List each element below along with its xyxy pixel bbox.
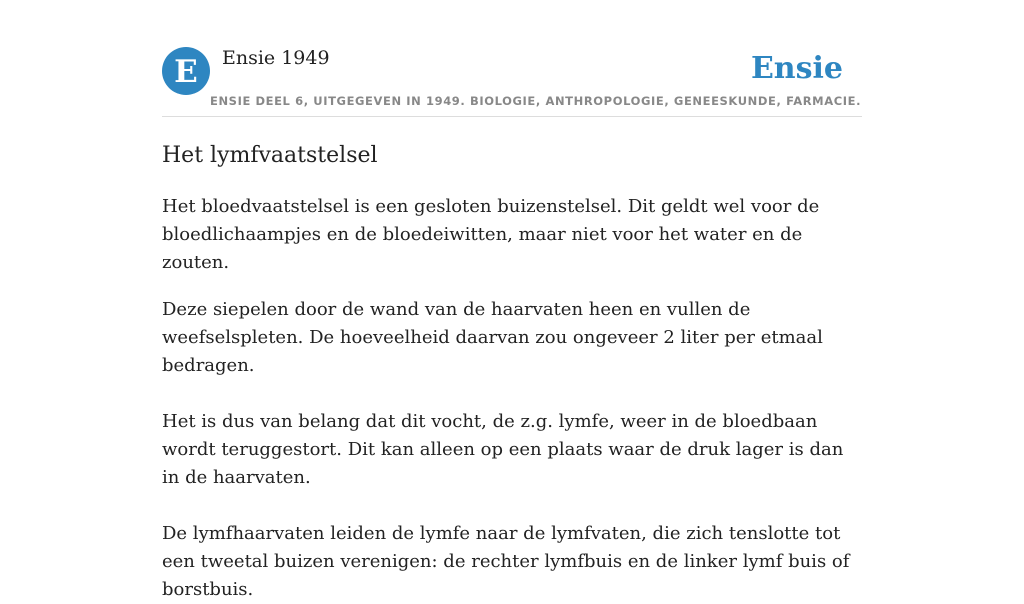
site-header (162, 0, 862, 117)
article-paragraph: De lymfhaarvaten leiden de lymfe naar de lymfvaten, die zich tenslotte tot een tweetal buizen verenigen: de rechter lymfbuis en de linker lymf buis of borstbuis. (162, 523, 850, 600)
article-title: Het lymfvaatstelsel (162, 143, 378, 168)
article-paragraph: Het is dus van belang dat dit vocht, de z.g. lymfe, weer in de bloedbaan wordt teruggestort. Dit kan alleen op een plaats waar de druk lager is dan in de haarvaten. (162, 411, 844, 488)
site-subtitle: ENSIE DEEL 6, UITGEGEVEN IN 1949. BIOLOGIE, ANTHROPOLOGIE, GENEESKUNDE, FARMACIE. (210, 94, 862, 108)
article-paragraph: Het bloedvaatstelsel is een gesloten buizenstelsel. Dit geldt wel voor de bloedlichaampjes en de bloedeiwitten, maar niet voor het water en de zouten. (162, 196, 820, 273)
article-paragraph: Deze siepelen door de wand van de haarvaten heen en vullen de weefselspleten. De hoeveelheid daarvan zou ongeveer 2 liter per etmaal bedragen. (162, 299, 823, 376)
site-title[interactable]: Ensie 1949 (222, 47, 330, 69)
logo-letter: E (174, 53, 198, 90)
logo-icon[interactable] (162, 47, 210, 95)
page-container (162, 0, 862, 604)
brand-link[interactable]: Ensie (750, 51, 843, 86)
